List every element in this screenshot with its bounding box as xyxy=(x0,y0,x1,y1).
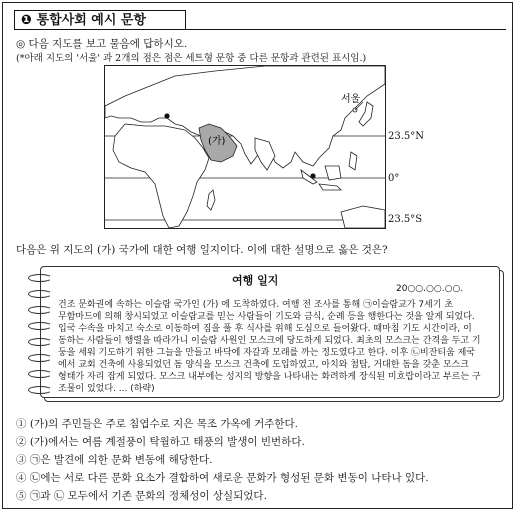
world-map xyxy=(104,65,386,229)
japan xyxy=(359,102,373,126)
lat-label-equator: 0° xyxy=(388,173,400,184)
madagascar xyxy=(207,190,215,210)
lat-label-north: 23.5°N xyxy=(388,131,425,142)
seoul-label: 서울 xyxy=(341,94,361,105)
diary-line: 동하는 사람들이 행렬을 따라가니 이슬람 사원인 모스크에 당도하게 되었다. 최초의 모스크는 간격을 두고 기 xyxy=(58,336,481,346)
diary-line: 입국 수속을 마치고 숙소로 이동하여 짐을 풀 후 식사를 위해 도심으로 들어왔다. 때마침 기도 시간이라, 이 xyxy=(58,324,472,334)
java xyxy=(319,184,341,190)
spiral-ring xyxy=(28,274,52,282)
diary-line: 에서 교회 건축에 사용되었던 돔 양식을 모스크 건축에 도입하였고, 아치와 첨탑, 거대한 돔을 갖춘 모스크 xyxy=(58,360,469,370)
spiral-ring xyxy=(28,386,52,394)
spiral-ring xyxy=(28,290,52,298)
diary-date: 20○○.○○.○○. xyxy=(396,284,464,294)
map-dot-1 xyxy=(164,113,169,118)
spiral-ring xyxy=(28,338,52,346)
diary-line: 형태가 자리 잡게 되었다. 모스크 내부에는 성지의 방향을 나타내는 화려하게 장식된 미흐랍이라고 부르는 구 xyxy=(58,372,481,382)
spiral-ring xyxy=(28,306,52,314)
answer-choice-4[interactable]: ④ ㉡에는 서로 다른 문화 요소가 결합하여 새로운 문화가 형성된 문화 변동이 나타나 있다. xyxy=(16,472,429,484)
diary-title: 여행 일지 xyxy=(232,274,279,287)
philippines xyxy=(349,152,357,170)
answer-choice-1[interactable]: ① (가)의 주민들은 주로 침엽수로 지은 목조 가옥에 거주한다. xyxy=(16,418,299,430)
lat-label-south: 23.5°S xyxy=(388,214,423,225)
answer-choice-2[interactable]: ② (가)에서는 여름 계절풍이 탁월하고 태풍의 발생이 빈번하다. xyxy=(16,436,305,448)
diary-line: 무함마드에 의해 창시되었고 이슬람교를 믿는 사람들이 기도와 금식, 순례 등을 행한다는 것을 알게 되었다. xyxy=(58,312,475,322)
answer-choice-3[interactable]: ③ ㉠은 발견에 의한 문화 변동에 해당한다. xyxy=(16,454,213,466)
africa-landmass xyxy=(113,124,209,228)
spiral-ring xyxy=(28,370,52,378)
question-text: 다음은 위 지도의 (가) 국가에 대한 여행 일지이다. 이에 대한 설명으로 옳은 것은? xyxy=(16,244,388,256)
map-svg xyxy=(105,66,385,228)
map-dot-2 xyxy=(310,173,315,178)
section-title: ❶ 통합사회 예시 문항 xyxy=(14,10,186,30)
title-underline xyxy=(186,29,506,30)
australia-landmass xyxy=(341,206,385,228)
spiral-ring xyxy=(28,354,52,362)
diary-line: 둥을 세워 기도하기 위한 그늘을 만들고 바닥에 자갈과 모래를 까는 정도였다고 한다. 이후 ㉡비잔티움 제국 xyxy=(58,348,476,358)
diary-line: 건조 문화권에 속하는 이슬람 국가인 (가) 에 도착하였다. 여행 전 조사를 통해 ㉠이슬람교가 7세기 초 xyxy=(58,300,454,310)
instruction-text: ◎ 다음 지도를 보고 물음에 답하시오. xyxy=(16,38,188,50)
instruction-note: (*아래 지도의 '서울' 과 2개의 점은 점은 세트형 문항 중 다른 문항과 관련된 표시임.) xyxy=(16,53,367,64)
region-ga-label: (가) xyxy=(208,136,226,147)
spiral-ring xyxy=(28,322,52,330)
answer-choice-5[interactable]: ⑤ ㉠과 ㉡ 모두에서 기존 문화의 정체성이 상실되었다. xyxy=(16,490,267,502)
diary-line: 조물이 있었다. ... (하략) xyxy=(58,384,155,394)
